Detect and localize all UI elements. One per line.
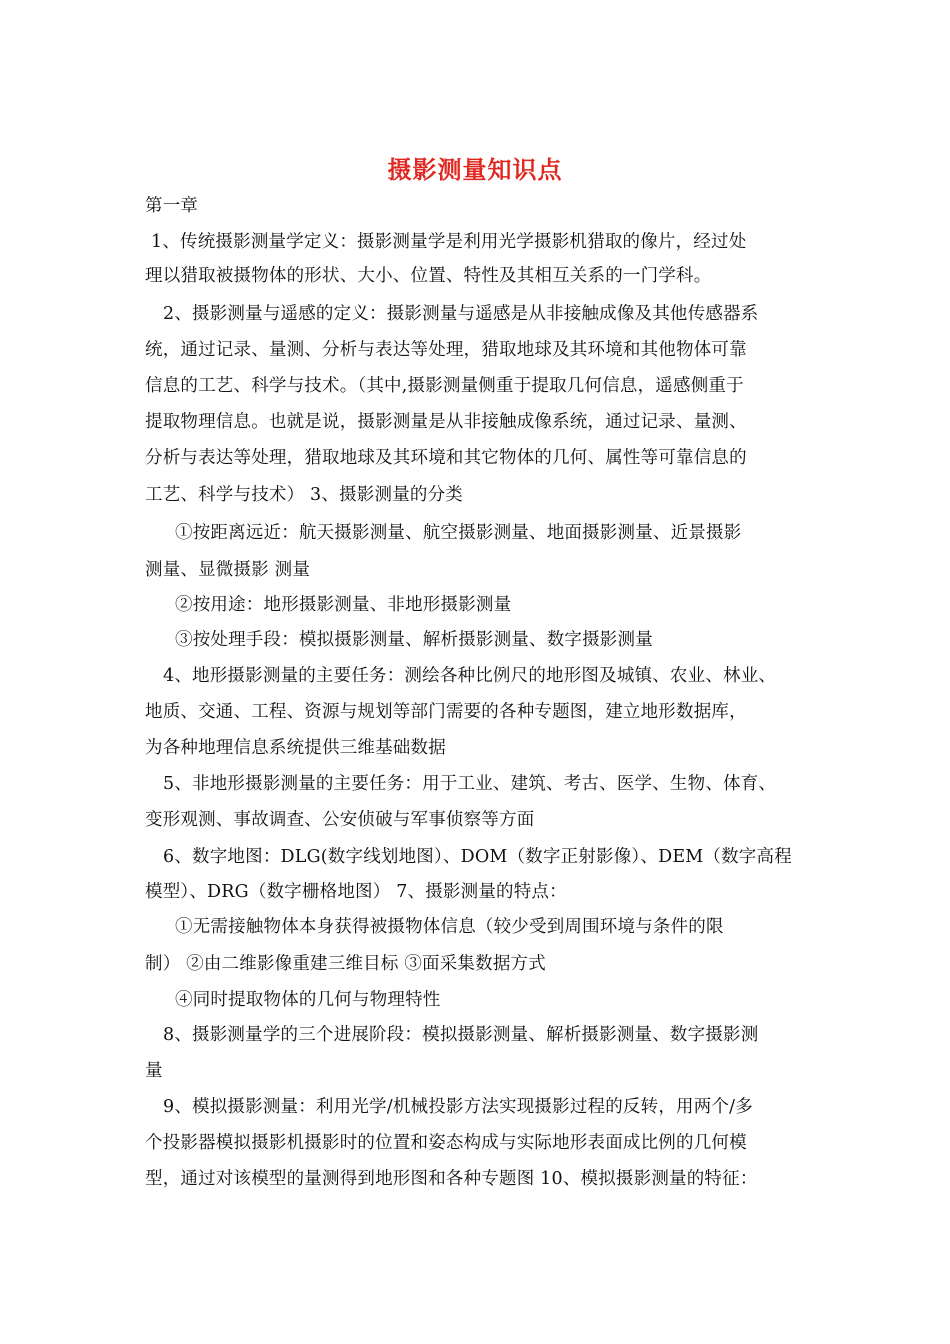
text-line: 个投影器模拟摄影机摄影时的位置和姿态构成与实际地形表面成比例的几何模	[145, 1133, 747, 1153]
text-line: 信息的工艺、科学与技术。（其中,摄影测量侧重于提取几何信息，遥感侧重于	[145, 376, 744, 396]
text-line: 分析与表达等处理，猎取地球及其环境和其它物体的几何、属性等可靠信息的	[145, 448, 747, 468]
text-line: ④同时提取物体的几何与物理特性	[175, 990, 441, 1010]
text-line: ③按处理手段：模拟摄影测量、解析摄影测量、数字摄影测量	[175, 630, 653, 650]
text-line: ①按距离远近：航天摄影测量、航空摄影测量、地面摄影测量、近景摄影	[175, 523, 742, 543]
text-line: 模型）、DRG（数字栅格地图） 7、摄影测量的特点：	[145, 882, 567, 902]
text-line: 型，通过对该模型的量测得到地形图和各种专题图 10、模拟摄影测量的特征：	[145, 1169, 758, 1189]
text-line: 8、摄影测量学的三个进展阶段：模拟摄影测量、解析摄影测量、数字摄影测	[163, 1025, 759, 1045]
text-line: 制） ②由二维影像重建三维目标 ③面采集数据方式	[145, 954, 546, 974]
text-line: 5、非地形摄影测量的主要任务：用于工业、建筑、考古、医学、生物、体育、	[163, 774, 777, 794]
text-line: 工艺、科学与技术） 3、摄影测量的分类	[145, 485, 463, 505]
text-line: 第一章	[145, 196, 199, 216]
text-line: 地质、交通、工程、资源与规划等部门需要的各种专题图，建立地形数据库，	[145, 702, 747, 722]
text-line: 理以猎取被摄物体的形状、大小、位置、特性及其相互关系的一门学科。	[145, 266, 712, 286]
text-line: 2、摄影测量与遥感的定义：摄影测量与遥感是从非接触成像及其他传感器系	[163, 304, 759, 324]
text-line: ①无需接触物体本身获得被摄物体信息（较少受到周围环境与条件的限	[175, 917, 724, 937]
text-line: 1、传统摄影测量学定义：摄影测量学是利用光学摄影机猎取的像片，经过处	[151, 232, 747, 252]
text-line: 提取物理信息。也就是说，摄影测量是从非接触成像系统，通过记录、量测、	[145, 412, 747, 432]
text-line: 为各种地理信息系统提供三维基础数据	[145, 738, 446, 758]
text-line: 测量、显微摄影 测量	[145, 560, 311, 580]
text-line: 统，通过记录、量测、分析与表达等处理，猎取地球及其环境和其他物体可靠	[145, 340, 747, 360]
text-line: 变形观测、事故调查、公安侦破与军事侦察等方面	[145, 810, 535, 830]
text-line: 6、数字地图：DLG(数字线划地图）、DOM（数字正射影像）、DEM（数字高程	[163, 847, 792, 867]
text-line: ②按用途：地形摄影测量、非地形摄影测量	[175, 595, 512, 615]
text-line: 4、地形摄影测量的主要任务：测绘各种比例尺的地形图及城镇、农业、林业、	[163, 666, 777, 686]
document-title: 摄影测量知识点	[387, 155, 563, 184]
text-line: 9、模拟摄影测量：利用光学/机械投影方法实现摄影过程的反转，用两个/多	[163, 1097, 753, 1117]
text-line: 量	[145, 1061, 163, 1081]
